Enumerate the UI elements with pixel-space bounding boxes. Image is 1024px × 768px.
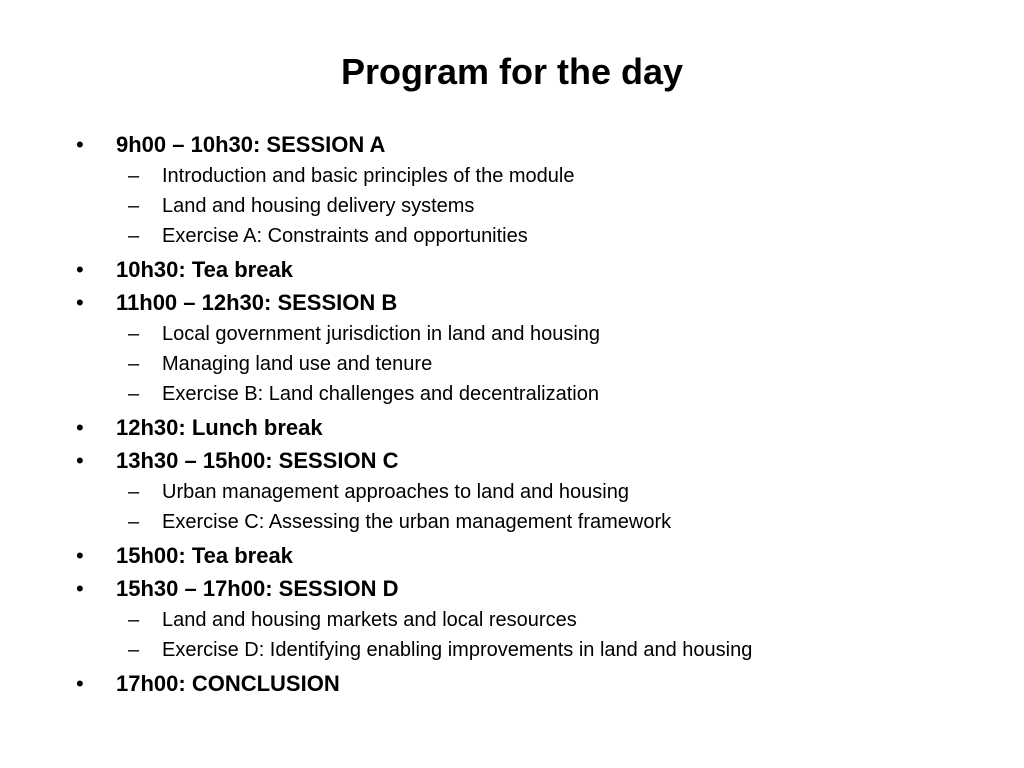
agenda-bullet-label: 13h30 – 15h00: SESSION C xyxy=(116,448,399,473)
agenda-bullet xyxy=(76,286,996,319)
agenda-entry-session-c xyxy=(76,444,996,539)
agenda-entry-session-b xyxy=(76,286,996,411)
agenda-sub-item xyxy=(76,349,996,379)
dash-icon: – xyxy=(128,609,140,631)
agenda-bullet-label: 10h30: Tea break xyxy=(116,257,293,282)
agenda-sub-item xyxy=(76,191,996,221)
agenda-sub-item-label: Managing land use and tenure xyxy=(162,353,433,375)
agenda-sub-list xyxy=(76,477,996,539)
agenda-entry-tea-break-morning xyxy=(76,253,996,286)
agenda-sub-item xyxy=(76,507,996,537)
agenda-sub-item xyxy=(76,605,996,635)
page-title: Program for the day xyxy=(340,51,684,92)
agenda-sub-item xyxy=(76,635,996,665)
agenda-sub-item-label: Introduction and basic principles of the module xyxy=(162,165,575,187)
dash-icon: – xyxy=(128,639,140,661)
agenda-sub-item-label: Exercise A: Constraints and opportunities xyxy=(162,225,528,247)
agenda-bullet-label: 9h00 – 10h30: SESSION A xyxy=(116,132,386,157)
bullet-icon: • xyxy=(76,132,84,157)
agenda-entry-session-d xyxy=(76,572,996,667)
agenda-bullet-label: 17h00: CONCLUSION xyxy=(116,671,340,696)
agenda-bullet xyxy=(76,411,996,444)
agenda-bullet xyxy=(76,253,996,286)
agenda-sub-item-label: Land and housing markets and local resources xyxy=(162,609,577,631)
agenda-bullet xyxy=(76,444,996,477)
bullet-icon: • xyxy=(76,543,84,568)
bullet-icon: • xyxy=(76,448,84,473)
bullet-icon: • xyxy=(76,257,84,282)
agenda-sub-list xyxy=(76,161,996,253)
agenda-sub-item xyxy=(76,221,996,251)
agenda-bullet xyxy=(76,128,996,161)
bullet-icon: • xyxy=(76,576,84,601)
agenda-entry-session-a xyxy=(76,128,996,253)
dash-icon: – xyxy=(128,353,140,375)
bullet-icon: • xyxy=(76,415,84,440)
agenda-sub-item-label: Exercise B: Land challenges and decentralization xyxy=(162,383,599,405)
agenda-entry-tea-break-afternoon xyxy=(76,539,996,572)
agenda-sub-item-label: Urban management approaches to land and housing xyxy=(162,481,629,503)
agenda-bullet-label: 15h00: Tea break xyxy=(116,543,293,568)
dash-icon: – xyxy=(128,323,140,345)
agenda-bullet-label: 12h30: Lunch break xyxy=(116,415,323,440)
dash-icon: – xyxy=(128,481,140,503)
bullet-icon: • xyxy=(76,290,84,315)
agenda-bullet xyxy=(76,667,996,700)
bullet-icon: • xyxy=(76,671,84,696)
agenda-bullet-label: 15h30 – 17h00: SESSION D xyxy=(116,576,399,601)
dash-icon: – xyxy=(128,383,140,405)
agenda-sub-item-label: Exercise D: Identifying enabling improvements in land and housing xyxy=(162,639,753,661)
dash-icon: – xyxy=(128,511,140,533)
agenda-sub-item xyxy=(76,319,996,349)
agenda-bullet xyxy=(76,539,996,572)
dash-icon: – xyxy=(128,225,140,247)
agenda-bullet-label: 11h00 – 12h30: SESSION B xyxy=(116,290,398,315)
agenda-sub-item xyxy=(76,379,996,409)
agenda-sub-item-label: Land and housing delivery systems xyxy=(162,195,475,217)
agenda-sub-list xyxy=(76,319,996,411)
agenda-entry-lunch-break xyxy=(76,411,996,444)
agenda-sub-list xyxy=(76,605,996,667)
agenda-sub-item-label: Exercise C: Assessing the urban management framework xyxy=(162,511,672,533)
agenda-sub-item-label: Local government jurisdiction in land and housing xyxy=(162,323,601,345)
agenda-list xyxy=(76,128,996,700)
agenda-bullet xyxy=(76,572,996,605)
dash-icon: – xyxy=(128,165,140,187)
dash-icon: – xyxy=(128,195,140,217)
agenda-sub-item xyxy=(76,477,996,507)
agenda-entry-conclusion xyxy=(76,667,996,700)
agenda-sub-item xyxy=(76,161,996,191)
